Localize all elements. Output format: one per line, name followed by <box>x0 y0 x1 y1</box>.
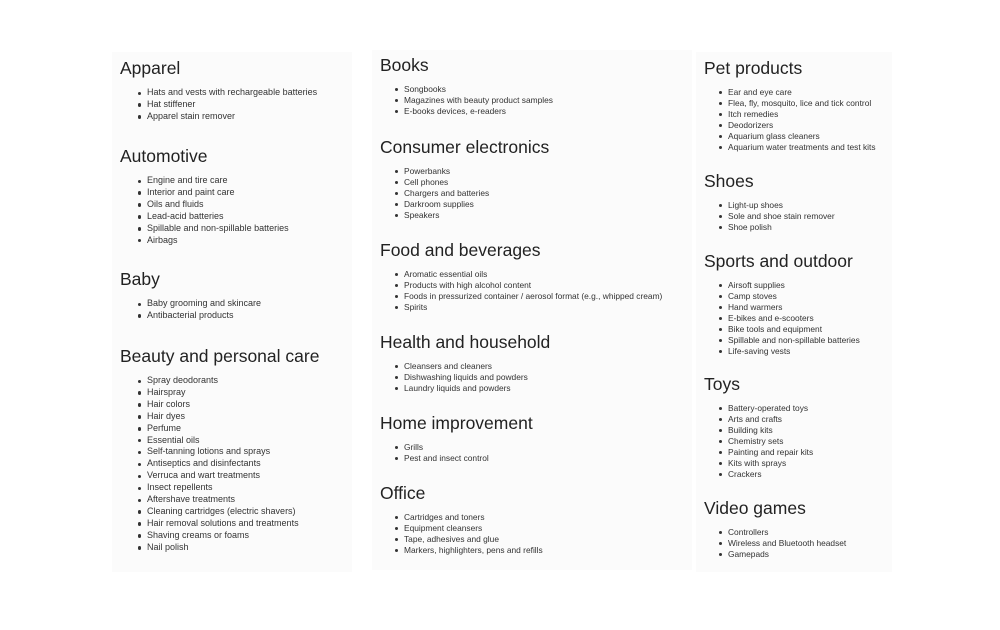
category-heading: Video games <box>704 498 806 518</box>
list-item: Shoe polish <box>728 222 835 233</box>
list-item: Baby grooming and skincare <box>147 298 262 308</box>
list-item: Insect repellents <box>147 482 319 494</box>
list-item: Self-tanning lotions and sprays <box>147 446 319 458</box>
list-item: Perfume <box>147 423 319 435</box>
category-section <box>120 58 317 123</box>
list-item: Flea, fly, mosquito, lice and tick control <box>728 98 876 109</box>
list-item: Tape, adhesives and glue <box>404 534 543 545</box>
list-item: E-books devices, e-readers <box>404 106 553 117</box>
category-item-list <box>120 175 289 246</box>
category-item-list <box>380 269 662 313</box>
list-item: Spillable and non-spillable batteries <box>728 335 860 345</box>
list-item: Cleansers and cleaners <box>404 361 550 372</box>
category-item-list <box>380 166 549 221</box>
category-item-list <box>380 512 543 556</box>
category-item-list <box>120 298 261 322</box>
list-item: Airsoft supplies <box>728 280 860 291</box>
category-heading: Beauty and personal care <box>120 346 320 366</box>
list-item: Equipment cleansers <box>404 523 543 534</box>
category-heading: Baby <box>120 269 160 289</box>
category-section <box>120 269 261 322</box>
list-item: Painting and repair kits <box>728 447 814 457</box>
list-item: Airbags <box>147 235 289 247</box>
category-section <box>380 332 550 394</box>
list-item: Spray deodorants <box>147 375 319 387</box>
category-heading: Shoes <box>704 171 754 191</box>
category-item-list <box>704 87 876 153</box>
category-section <box>704 171 835 233</box>
list-item: Wireless and Bluetooth headset <box>728 538 847 548</box>
list-item: Oils and fluids <box>147 199 289 211</box>
category-item-list <box>380 442 533 464</box>
list-item: Bike tools and equipment <box>728 324 860 335</box>
category-section <box>704 251 860 357</box>
list-item: Chargers and batteries <box>404 188 549 199</box>
list-item: Aromatic essential oils <box>404 269 662 280</box>
category-item-list <box>704 200 835 233</box>
list-item: Itch remedies <box>728 109 876 120</box>
list-item: Grills <box>404 442 533 453</box>
list-item: Magazines with beauty product samples <box>404 95 553 105</box>
category-heading: Food and beverages <box>380 240 541 260</box>
category-heading: Apparel <box>120 58 181 78</box>
list-item: Hair removal solutions and treatments <box>147 518 319 530</box>
category-heading: Home improvement <box>380 413 533 433</box>
list-item: Life-saving vests <box>728 346 860 357</box>
list-item: Building kits <box>728 425 813 436</box>
list-item: Kits with sprays <box>728 458 813 469</box>
category-heading: Automotive <box>120 146 208 166</box>
list-item: Speakers <box>404 210 549 221</box>
list-item: Camp stoves <box>728 291 860 302</box>
list-item: Controllers <box>728 527 846 538</box>
list-item: Markers, highlighters, pens and refills <box>404 545 543 555</box>
list-item: Lead-acid batteries <box>147 211 289 223</box>
category-heading: Books <box>380 55 429 75</box>
category-section <box>120 146 289 246</box>
list-item: Ear and eye care <box>728 87 876 98</box>
category-heading: Consumer electronics <box>380 137 550 157</box>
category-section <box>380 240 662 313</box>
category-item-list <box>120 87 317 123</box>
category-section <box>380 55 553 117</box>
list-item: Antiseptics and disinfectants <box>147 458 319 470</box>
list-item: Deodorizers <box>728 120 876 131</box>
category-heading: Sports and outdoor <box>704 251 853 271</box>
list-item: Hair dyes <box>147 411 319 423</box>
list-item: Songbooks <box>404 84 553 95</box>
list-item: Engine and tire care <box>147 175 289 187</box>
list-item: Hand warmers <box>728 302 860 313</box>
list-item: Interior and paint care <box>147 187 289 199</box>
list-item: Light-up shoes <box>728 200 835 211</box>
list-item: Nail polish <box>147 542 319 554</box>
list-item: Essential oils <box>147 435 319 447</box>
category-heading: Office <box>380 483 426 503</box>
category-section <box>380 137 549 221</box>
category-section <box>704 58 876 153</box>
category-item-list <box>120 375 319 554</box>
category-heading: Pet products <box>704 58 803 78</box>
category-section <box>380 413 533 464</box>
list-item: Sole and shoe stain remover <box>728 211 835 221</box>
category-item-list <box>380 361 550 394</box>
list-item: Battery-operated toys <box>728 403 813 414</box>
list-item: Antibacterial products <box>147 310 261 322</box>
list-item: E-bikes and e-scooters <box>728 313 860 324</box>
category-column-1 <box>112 52 352 572</box>
list-item: Hairspray <box>147 387 319 399</box>
category-section <box>380 483 543 556</box>
category-column-3 <box>696 52 892 572</box>
list-item: Dishwashing liquids and powders <box>404 372 550 383</box>
list-item: Darkroom supplies <box>404 199 549 210</box>
category-column-2 <box>372 50 692 570</box>
list-item: Aftershave treatments <box>147 494 319 506</box>
list-item: Spillable and non-spillable batteries <box>147 222 289 233</box>
category-heading: Health and household <box>380 332 551 352</box>
list-item: Chemistry sets <box>728 436 813 447</box>
list-item: Pest and insect control <box>404 453 533 464</box>
category-heading: Toys <box>704 374 740 394</box>
list-item: Products with high alcohol content <box>404 280 662 291</box>
list-item: Gamepads <box>728 549 846 560</box>
list-item: Hat stiffener <box>147 99 317 111</box>
list-item: Foods in pressurized container / aerosol format (e.g., whipped cream) <box>404 291 663 301</box>
list-item: Spirits <box>404 302 662 313</box>
list-item: Crackers <box>728 469 813 480</box>
list-item: Shaving creams or foams <box>147 530 319 542</box>
list-item: Powerbanks <box>404 166 549 177</box>
list-item: Hair colors <box>147 399 319 411</box>
list-item: Aquarium water treatments and test kits <box>728 142 876 152</box>
category-section <box>120 346 319 554</box>
list-item: Laundry liquids and powders <box>404 383 550 394</box>
list-item: Apparel stain remover <box>147 111 317 123</box>
category-item-list <box>704 527 846 560</box>
list-item: Cell phones <box>404 177 549 188</box>
list-item: Cartridges and toners <box>404 512 543 523</box>
category-section <box>704 498 846 560</box>
category-item-list <box>380 84 553 117</box>
category-item-list <box>704 403 813 480</box>
category-section <box>704 374 813 480</box>
list-item: Aquarium glass cleaners <box>728 131 876 142</box>
list-item: Hats and vests with rechargeable batteries <box>147 87 318 97</box>
category-item-list <box>704 280 860 357</box>
list-item: Verruca and wart treatments <box>147 470 319 482</box>
list-item: Cleaning cartridges (electric shavers) <box>147 506 319 518</box>
list-item: Arts and crafts <box>728 414 813 425</box>
